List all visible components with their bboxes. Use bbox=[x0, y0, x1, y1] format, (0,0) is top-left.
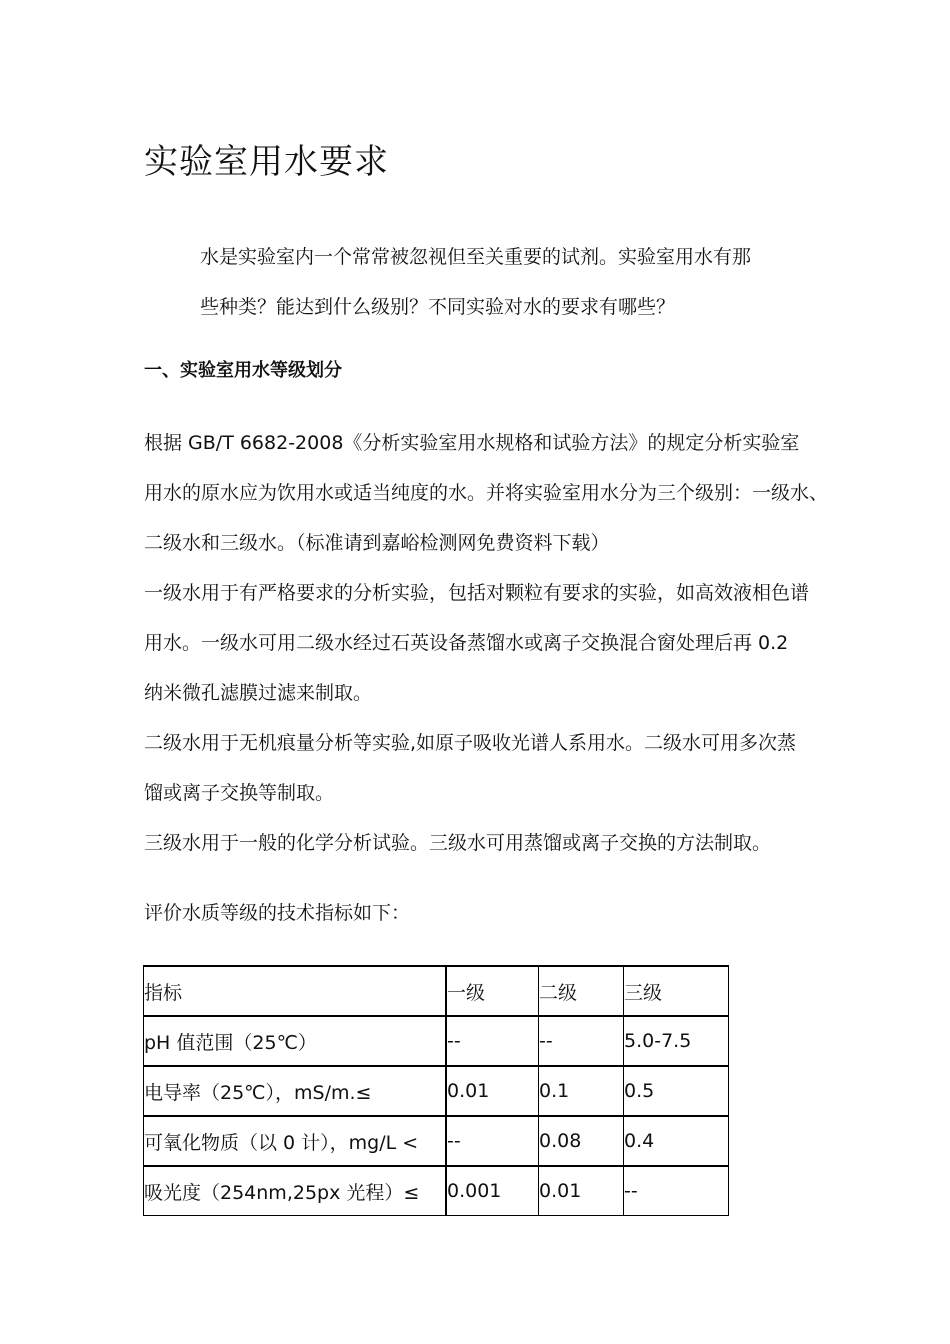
table-cell: 0.001 bbox=[446, 1166, 539, 1216]
table-cell: -- bbox=[624, 1166, 729, 1216]
table-cell: 0.5 bbox=[624, 1066, 729, 1116]
table-cell: 电导率（25℃），mS/m.≤ bbox=[144, 1066, 447, 1116]
table-cell: 0.4 bbox=[624, 1116, 729, 1166]
text-line: 二级水用于无机痕量分析等实验,如原子吸收光谱人系用水。二级水可用多次蒸 bbox=[144, 732, 797, 754]
paragraph-grade-2 bbox=[144, 718, 824, 818]
intro-line: 些种类？能达到什么级别？不同实验对水的要求有哪些？ bbox=[200, 296, 676, 318]
table-cell: pH 值范围（25℃） bbox=[144, 1016, 447, 1066]
text-line: 馏或离子交换等制取。 bbox=[144, 782, 335, 804]
table-cell: -- bbox=[539, 1016, 624, 1066]
text-line: 三级水用于一般的化学分析试验。三级水可用蒸馏或离子交换的方法制取。 bbox=[144, 832, 772, 854]
intro-paragraph bbox=[200, 232, 800, 332]
table-row bbox=[144, 1016, 729, 1066]
table-row bbox=[144, 1066, 729, 1116]
table-cell: 0.08 bbox=[539, 1116, 624, 1166]
table-row bbox=[144, 1116, 729, 1166]
table-cell: -- bbox=[446, 1016, 539, 1066]
intro-line: 水是实验室内一个常常被忽视但至关重要的试剂。实验室用水有那 bbox=[200, 246, 752, 268]
text-line: 二级水和三级水。（标准请到嘉峪检测网免费资料下载） bbox=[144, 532, 610, 554]
header-cell: 一级 bbox=[446, 966, 539, 1016]
table-header-row bbox=[144, 966, 729, 1016]
paragraph-grade-3 bbox=[144, 818, 824, 868]
water-grade-table bbox=[143, 965, 729, 1216]
table-cell: 可氧化物质（以 0 计），mg/L < bbox=[144, 1116, 447, 1166]
table-cell: 0.01 bbox=[539, 1166, 624, 1216]
paragraph-standard bbox=[144, 418, 829, 568]
text-line: 根据 GB/T 6682-2008《分析实验室用水规格和试验方法》的规定分析实验室 bbox=[144, 432, 800, 454]
table-row bbox=[144, 1166, 729, 1216]
header-cell: 二级 bbox=[539, 966, 624, 1016]
text-line: 用水。一级水可用二级水经过石英设备蒸馏水或离子交换混合窗处理后再 0.2 bbox=[144, 632, 789, 654]
table-caption: 评价水质等级的技术指标如下： bbox=[144, 902, 411, 924]
paragraph-grade-1 bbox=[144, 568, 824, 718]
document-title: 实验室用水要求 bbox=[144, 142, 389, 182]
table-cell: 吸光度（254nm,25px 光程）≤ bbox=[144, 1166, 447, 1216]
text-line: 一级水用于有严格要求的分析实验，包括对颗粒有要求的实验，如高效液相色谱 bbox=[144, 582, 810, 604]
header-cell: 指标 bbox=[144, 966, 447, 1016]
table-cell: 0.1 bbox=[539, 1066, 624, 1116]
text-line: 用水的原水应为饮用水或适当纯度的水。并将实验室用水分为三个级别：一级水、 bbox=[144, 482, 829, 504]
body-text bbox=[144, 418, 829, 868]
table-cell: -- bbox=[446, 1116, 539, 1166]
table-cell: 0.01 bbox=[446, 1066, 539, 1116]
section-heading: 一、实验室用水等级划分 bbox=[144, 360, 342, 381]
header-cell: 三级 bbox=[624, 966, 729, 1016]
text-line: 纳米微孔滤膜过滤来制取。 bbox=[144, 682, 373, 704]
table-cell: 5.0-7.5 bbox=[624, 1016, 729, 1066]
